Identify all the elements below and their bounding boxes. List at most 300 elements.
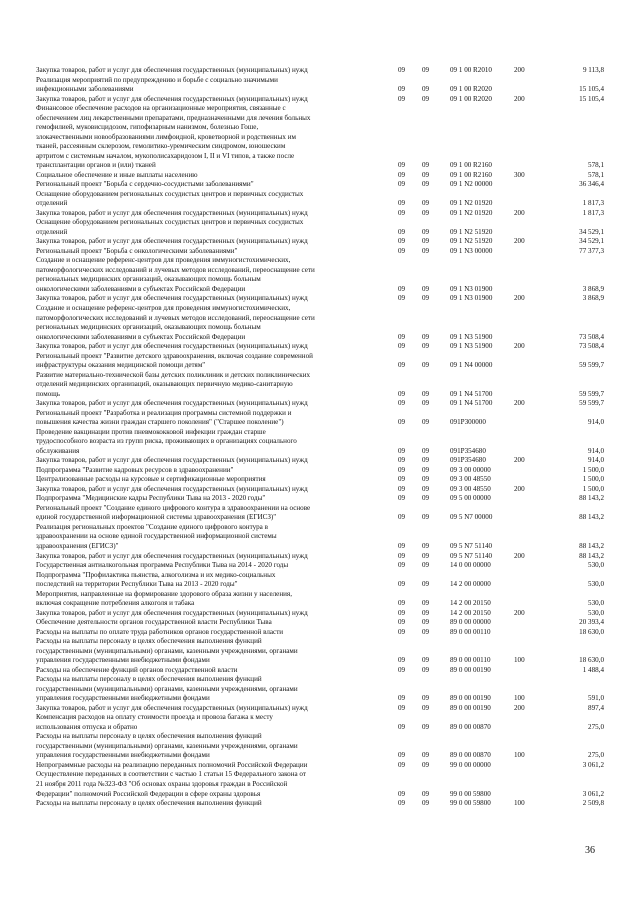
table-row <box>0 494 640 502</box>
table-row <box>0 152 640 160</box>
row-description: региональных медицинских организаций, оказывающих помощь больным <box>36 323 261 332</box>
row-amount: 3 061,2 <box>582 760 604 769</box>
row-description: управления государственными внебюджетными фондами <box>36 656 210 665</box>
row-target-article: 89 0 00 00110 <box>450 627 491 636</box>
row-description: Региональный проект "Создание единого цифрового контура в здравоохранении на основе <box>36 503 311 512</box>
row-subsection-code: 09 <box>422 237 430 246</box>
row-section-code: 09 <box>398 418 406 427</box>
row-description: единой государственной информационной системы здравоохранения (ЕГИСЗ)" <box>36 513 277 522</box>
row-subsection-code: 09 <box>422 799 430 808</box>
row-subsection-code: 09 <box>422 703 430 712</box>
row-description: Оснащение оборудованием региональных сосудистых центров и первичных сосудистых <box>36 189 304 198</box>
row-subsection-code: 09 <box>422 494 430 503</box>
row-target-article: 89 0 00 00000 <box>450 618 491 627</box>
row-description: последствий на территории Республики Тыва на 2013 - 2020 годы" <box>36 580 238 589</box>
row-description: трудоспособного возраста из групп риска, проживающих в организациях социального <box>36 437 297 446</box>
row-description: Региональный проект "Борьба с сердечно-сосудистыми заболеваниями" <box>36 180 254 189</box>
row-description: отделений <box>36 227 68 236</box>
row-description: онкологическими заболеваниями в субъектах Российской Федерации <box>36 284 246 293</box>
row-amount: 1 488,4 <box>582 665 604 674</box>
row-section-code: 09 <box>398 513 406 522</box>
row-section-code: 09 <box>398 199 406 208</box>
row-expense-type: 200 <box>514 294 525 303</box>
row-section-code: 09 <box>398 237 406 246</box>
row-amount: 530,0 <box>588 561 604 570</box>
row-section-code: 09 <box>398 599 406 608</box>
row-description: Закупка товаров, работ и услуг для обеспечения государственных (муниципальных) нужд <box>36 208 308 217</box>
row-section-code: 09 <box>398 580 406 589</box>
row-description: 21 ноября 2011 года №323-ФЗ "Об основах охраны здоровья граждан в Российской <box>36 780 288 788</box>
row-subsection-code: 09 <box>422 342 430 351</box>
row-description: Закупка товаров, работ и услуг для обеспечения государственных (муниципальных) нужд <box>36 456 308 465</box>
table-row <box>0 580 640 588</box>
table-row <box>0 732 640 740</box>
table-row <box>0 552 640 560</box>
row-target-article: 09 1 00 R2160 <box>450 161 492 170</box>
row-subsection-code: 09 <box>422 561 430 570</box>
table-row <box>0 142 640 150</box>
row-amount: 1 500,0 <box>582 484 604 493</box>
table-row <box>0 437 640 445</box>
row-description: Социальное обеспечение и иные выплаты населению <box>36 170 198 179</box>
table-row <box>0 342 640 350</box>
row-description: государственными (муниципальными) органами, казенными учреждениями, органами <box>36 684 298 693</box>
row-description: обслуживания <box>36 446 80 455</box>
row-amount: 578,1 <box>588 161 604 170</box>
row-description: Развитие материально-технической базы детских поликлиник и детских поликлинических <box>36 370 311 379</box>
table-row <box>0 275 640 283</box>
row-description: Закупка товаров, работ и услуг для обеспечения государственных (муниципальных) нужд <box>36 342 308 351</box>
row-subsection-code: 09 <box>422 85 430 94</box>
row-description: Закупка товаров, работ и услуг для обеспечения государственных (муниципальных) нужд <box>36 294 308 303</box>
table-row <box>0 409 640 417</box>
row-amount: 77 377,3 <box>579 246 604 255</box>
table-row <box>0 352 640 360</box>
row-section-code: 09 <box>398 703 406 712</box>
row-amount: 59 599,7 <box>579 361 604 370</box>
row-section-code: 09 <box>398 760 406 769</box>
row-section-code: 09 <box>398 361 406 370</box>
row-section-code: 09 <box>398 170 406 179</box>
row-target-article: 091P300000 <box>450 418 486 427</box>
row-section-code: 09 <box>398 561 406 570</box>
table-row <box>0 542 640 550</box>
row-subsection-code: 09 <box>422 551 430 560</box>
row-description: Расходы на выплаты персоналу в целях обеспечения выполнения функций <box>36 675 262 684</box>
table-row <box>0 333 640 341</box>
table-row <box>0 751 640 759</box>
row-description: Компенсация расходов на оплату стоимости проезда и провоза багажа к месту <box>36 713 273 722</box>
row-description: Создание и оснащение референс-центров для проведения иммуногистохимических, <box>36 304 291 312</box>
table-row <box>0 228 640 236</box>
table-row <box>0 133 640 141</box>
row-expense-type: 200 <box>514 456 525 465</box>
row-description: Создание и оснащение референс-центров для проведения иммуногистохимических, <box>36 256 291 265</box>
row-target-article: 09 1 N2 00000 <box>450 180 493 189</box>
row-subsection-code: 09 <box>422 66 430 74</box>
row-expense-type: 100 <box>514 694 525 703</box>
row-description: использования отпуска и обратно <box>36 722 138 731</box>
row-amount: 275,0 <box>588 722 604 731</box>
row-description: управления государственными внебюджетными фондами <box>36 694 210 703</box>
row-target-article: 14 0 00 00000 <box>450 561 491 570</box>
row-target-article: 09 1 N3 51900 <box>450 332 493 341</box>
table-row <box>0 314 640 322</box>
row-amount: 18 630,0 <box>579 656 604 665</box>
row-subsection-code: 09 <box>422 332 430 341</box>
row-section-code: 09 <box>398 446 406 455</box>
row-expense-type: 200 <box>514 484 525 493</box>
table-row <box>0 637 640 645</box>
row-amount: 15 105,4 <box>579 94 604 103</box>
table-row <box>0 247 640 255</box>
row-description: Закупка товаров, работ и услуг для обеспечения государственных (муниципальных) нужд <box>36 608 308 617</box>
row-target-article: 09 5 N7 00000 <box>450 513 493 522</box>
table-row <box>0 161 640 169</box>
row-section-code: 09 <box>398 389 406 398</box>
row-amount: 73 508,4 <box>579 342 604 351</box>
row-description: отделений <box>36 199 68 208</box>
table-row <box>0 685 640 693</box>
row-section-code: 09 <box>398 799 406 808</box>
row-description: трансплантации органов и (или) тканей <box>36 161 156 170</box>
row-expense-type: 200 <box>514 208 525 217</box>
row-description: Закупка товаров, работ и услуг для обеспечения государственных (муниципальных) нужд <box>36 66 308 74</box>
row-section-code: 09 <box>398 284 406 293</box>
row-expense-type: 100 <box>514 751 525 760</box>
row-target-article: 89 0 00 00110 <box>450 656 491 665</box>
table-row <box>0 590 640 598</box>
page-number: 36 <box>585 845 595 856</box>
row-subsection-code: 09 <box>422 199 430 208</box>
row-section-code: 09 <box>398 94 406 103</box>
row-subsection-code: 09 <box>422 580 430 589</box>
row-subsection-code: 09 <box>422 294 430 303</box>
row-expense-type: 200 <box>514 551 525 560</box>
row-subsection-code: 09 <box>422 722 430 731</box>
table-row <box>0 104 640 112</box>
table-row <box>0 523 640 531</box>
row-section-code: 09 <box>398 294 406 303</box>
row-amount: 1 817,3 <box>582 208 604 217</box>
row-amount: 15 105,4 <box>579 85 604 94</box>
row-amount: 88 143,2 <box>579 542 604 550</box>
table-row <box>0 209 640 217</box>
row-subsection-code: 09 <box>422 475 430 484</box>
row-subsection-code: 09 <box>422 180 430 189</box>
row-subsection-code: 09 <box>422 465 430 474</box>
row-amount: 9 113,8 <box>582 66 604 74</box>
row-target-article: 09 1 00 R2160 <box>450 170 492 179</box>
table-row <box>0 456 640 464</box>
table-row <box>0 790 640 798</box>
row-description: отделений медицинских организаций, оказывающих первичную медико-санитарную <box>36 380 293 389</box>
row-subsection-code: 09 <box>422 227 430 236</box>
row-section-code: 09 <box>398 618 406 627</box>
row-subsection-code: 09 <box>422 361 430 370</box>
row-target-article: 99 0 00 00000 <box>450 760 491 769</box>
row-amount: 530,0 <box>588 599 604 608</box>
row-amount: 36 346,4 <box>579 180 604 189</box>
row-amount: 3 061,2 <box>582 789 604 798</box>
table-row <box>0 628 640 636</box>
row-amount: 88 143,2 <box>579 513 604 522</box>
row-subsection-code: 09 <box>422 656 430 665</box>
table-row <box>0 656 640 664</box>
row-section-code: 09 <box>398 484 406 493</box>
table-row <box>0 609 640 617</box>
row-description: инфекционными заболеваниями <box>36 85 134 94</box>
row-description: Оснащение оборудованием региональных сосудистых центров и первичных сосудистых <box>36 218 304 227</box>
row-subsection-code: 09 <box>422 161 430 170</box>
table-row <box>0 123 640 131</box>
table-row <box>0 447 640 455</box>
row-target-article: 14 2 00 00000 <box>450 580 491 589</box>
row-target-article: 09 1 N3 01900 <box>450 284 493 293</box>
table-row <box>0 675 640 683</box>
row-subsection-code: 09 <box>422 399 430 408</box>
row-amount: 88 143,2 <box>579 494 604 503</box>
row-target-article: 09 1 N4 00000 <box>450 361 493 370</box>
row-target-article: 091P354680 <box>450 456 486 465</box>
row-description: онкологическими заболеваниями в субъектах Российской Федерации <box>36 332 246 341</box>
table-row <box>0 666 640 674</box>
row-section-code: 09 <box>398 180 406 189</box>
row-target-article: 09 1 N3 51900 <box>450 342 493 351</box>
table-row <box>0 285 640 293</box>
row-subsection-code: 09 <box>422 513 430 522</box>
row-description: повышения качества жизни граждан старшего поколения" ("Старшее поколение") <box>36 418 284 427</box>
row-description: злокачественными новообразованиями лимфоидной, кроветворной и родственных им <box>36 132 296 141</box>
row-description: здравоохранения (ЕГИСЗ)" <box>36 542 119 550</box>
row-description: помощь <box>36 389 60 398</box>
row-amount: 275,0 <box>588 751 604 760</box>
row-target-article: 09 1 N2 01920 <box>450 199 493 208</box>
row-target-article: 09 1 N2 51920 <box>450 237 493 246</box>
row-section-code: 09 <box>398 208 406 217</box>
row-expense-type: 300 <box>514 170 525 179</box>
row-subsection-code: 09 <box>422 284 430 293</box>
row-target-article: 89 0 00 00190 <box>450 665 491 674</box>
row-subsection-code: 09 <box>422 389 430 398</box>
row-amount: 1 500,0 <box>582 465 604 474</box>
row-subsection-code: 09 <box>422 418 430 427</box>
table-row <box>0 618 640 626</box>
table-row <box>0 266 640 274</box>
row-amount: 2 509,8 <box>582 799 604 808</box>
row-description: управления государственными внебюджетными фондами <box>36 751 210 760</box>
row-target-article: 09 5 N7 51140 <box>450 542 493 550</box>
row-description: Расходы на выплаты по оплате труда работников органов государственной власти <box>36 627 284 636</box>
table-row <box>0 256 640 264</box>
row-subsection-code: 09 <box>422 170 430 179</box>
row-subsection-code: 09 <box>422 751 430 760</box>
row-section-code: 09 <box>398 465 406 474</box>
row-target-article: 89 0 00 00190 <box>450 694 491 703</box>
row-description: Расходы на выплаты персоналу в целях обеспечения выполнения функций <box>36 732 262 741</box>
row-subsection-code: 09 <box>422 208 430 217</box>
row-amount: 3 868,9 <box>582 294 604 303</box>
row-amount: 530,0 <box>588 608 604 617</box>
row-expense-type: 200 <box>514 399 525 408</box>
row-section-code: 09 <box>398 551 406 560</box>
row-section-code: 09 <box>398 751 406 760</box>
row-description: Осуществление переданных в соответствии с частью 1 статьи 15 Федерального закона от <box>36 770 306 779</box>
table-row <box>0 428 640 436</box>
row-description: патоморфологических исследований и лучевых методов исследований, переоснащение сети <box>36 313 315 322</box>
row-section-code: 09 <box>398 608 406 617</box>
row-target-article: 09 3 00 48550 <box>450 484 491 493</box>
row-description: Региональный проект "Борьба с онкологическими заболеваниями" <box>36 246 238 255</box>
row-target-article: 99 0 00 59800 <box>450 799 491 808</box>
row-target-article: 89 0 00 00190 <box>450 703 491 712</box>
table-row <box>0 237 640 245</box>
table-row <box>0 770 640 778</box>
row-description: Закупка товаров, работ и услуг для обеспечения государственных (муниципальных) нужд <box>36 484 308 493</box>
row-target-article: 09 1 00 R2020 <box>450 94 492 103</box>
table-row <box>0 475 640 483</box>
row-expense-type: 100 <box>514 656 525 665</box>
row-target-article: 09 1 N3 01900 <box>450 294 493 303</box>
row-target-article: 09 1 N4 51700 <box>450 399 493 408</box>
row-subsection-code: 09 <box>422 599 430 608</box>
row-section-code: 09 <box>398 161 406 170</box>
table-row <box>0 704 640 712</box>
row-subsection-code: 09 <box>422 760 430 769</box>
row-subsection-code: 09 <box>422 627 430 636</box>
table-row <box>0 694 640 702</box>
row-description: артритом с системным началом, мукополисахаридозом I, II и VI типов, а также после <box>36 151 295 160</box>
table-row <box>0 114 640 122</box>
row-amount: 914,0 <box>588 418 604 427</box>
row-description: Подпрограмма "Медицинские кадры Республики Тыва на 2013 - 2020 годы" <box>36 494 266 503</box>
table-row <box>0 561 640 569</box>
row-target-article: 09 1 N4 51700 <box>450 389 493 398</box>
table-row <box>0 723 640 731</box>
row-description: тканей, рассеянным склерозом, гемолитико-уремическим синдромом, юношеским <box>36 142 286 151</box>
row-section-code: 09 <box>398 542 406 550</box>
table-row <box>0 571 640 579</box>
table-row <box>0 485 640 493</box>
table-row <box>0 713 640 721</box>
row-description: Государственная антиалкогольная программа Республики Тыва на 2014 - 2020 годы <box>36 561 289 570</box>
table-row <box>0 371 640 379</box>
row-description: инфраструктуры оказания медицинской помощи детям" <box>36 361 206 370</box>
row-amount: 3 868,9 <box>582 284 604 293</box>
row-section-code: 09 <box>398 399 406 408</box>
row-description: Региональный проект "Развитие детского здравоохранения, включая создание современной <box>36 351 313 360</box>
row-description: Подпрограмма "Профилактика пьянства, алкоголизма и их медико-социальных <box>36 570 276 579</box>
row-amount: 73 508,4 <box>579 332 604 341</box>
row-section-code: 09 <box>398 475 406 484</box>
table-row <box>0 323 640 331</box>
row-target-article: 09 1 N3 00000 <box>450 246 493 255</box>
row-subsection-code: 09 <box>422 618 430 627</box>
row-description: патоморфологических исследований и лучевых методов исследований, переоснащение сети <box>36 265 315 274</box>
row-description: включая сокращение потребления алкоголя и табака <box>36 599 195 608</box>
table-row <box>0 180 640 188</box>
table-row <box>0 76 640 84</box>
row-description: государственными (муниципальными) органами, казенными учреждениями, органами <box>36 741 298 750</box>
row-expense-type: 200 <box>514 237 525 246</box>
row-description: Финансовое обеспечение расходов на организационные мероприятия, связанные с <box>36 104 286 113</box>
row-section-code: 09 <box>398 246 406 255</box>
row-description: Расходы на обеспечение функций органов государственной власти <box>36 665 238 674</box>
row-amount: 530,0 <box>588 580 604 589</box>
row-amount: 34 529,1 <box>579 237 604 246</box>
row-description: здравоохранении на основе единой государственной информационной системы <box>36 532 277 541</box>
row-expense-type: 200 <box>514 703 525 712</box>
table-row <box>0 390 640 398</box>
row-amount: 20 393,4 <box>579 618 604 627</box>
row-description: Закупка товаров, работ и услуг для обеспечения государственных (муниципальных) нужд <box>36 237 308 246</box>
row-target-article: 14 2 00 20150 <box>450 599 491 608</box>
table-row <box>0 504 640 512</box>
row-section-code: 09 <box>398 656 406 665</box>
row-description: Обеспечение деятельности органов государственной власти Республики Тыва <box>36 618 272 627</box>
row-subsection-code: 09 <box>422 484 430 493</box>
row-expense-type: 200 <box>514 66 525 74</box>
row-amount: 34 529,1 <box>579 227 604 236</box>
table-row <box>0 190 640 198</box>
row-target-article: 09 3 00 00000 <box>450 465 491 474</box>
table-row <box>0 380 640 388</box>
row-section-code: 09 <box>398 722 406 731</box>
table-row <box>0 647 640 655</box>
row-description: Региональный проект "Разработка и реализация программы системной поддержки и <box>36 408 292 417</box>
row-description: Проведение вакцинации против пневмококковой инфекции граждан старше <box>36 427 266 436</box>
row-description: Непрограммные расходы на реализацию переданных полномочий Российской Федерации <box>36 760 308 769</box>
row-expense-type: 200 <box>514 94 525 103</box>
row-amount: 1 500,0 <box>582 475 604 484</box>
row-target-article: 09 5 N7 51140 <box>450 551 493 560</box>
row-section-code: 09 <box>398 342 406 351</box>
row-section-code: 09 <box>398 665 406 674</box>
row-subsection-code: 09 <box>422 246 430 255</box>
table-row <box>0 761 640 769</box>
row-subsection-code: 09 <box>422 789 430 798</box>
row-description: Мероприятия, направленные на формирование здорового образа жизни у населения, <box>36 589 292 598</box>
row-description: Реализация мероприятий по предупреждению и борьбе с социально значимыми <box>36 75 278 84</box>
row-description: Федерации" полномочий Российской Федерации в сфере охраны здоровья <box>36 789 261 798</box>
row-amount: 914,0 <box>588 446 604 455</box>
row-subsection-code: 09 <box>422 456 430 465</box>
row-expense-type: 200 <box>514 342 525 351</box>
table-row <box>0 361 640 369</box>
row-target-article: 89 0 00 00870 <box>450 751 491 760</box>
row-amount: 914,0 <box>588 456 604 465</box>
row-subsection-code: 09 <box>422 665 430 674</box>
table-row <box>0 294 640 302</box>
row-section-code: 09 <box>398 85 406 94</box>
table-row <box>0 532 640 540</box>
table-row <box>0 418 640 426</box>
table-row <box>0 66 640 74</box>
row-target-article: 99 0 00 59800 <box>450 789 491 798</box>
row-expense-type: 200 <box>514 608 525 617</box>
row-description: государственными (муниципальными) органами, казенными учреждениями, органами <box>36 646 298 655</box>
table-row <box>0 199 640 207</box>
row-description: обеспечением лиц лекарственными препаратами, предназначенными для лечения больных <box>36 113 311 122</box>
row-amount: 88 143,2 <box>579 551 604 560</box>
row-subsection-code: 09 <box>422 694 430 703</box>
row-subsection-code: 09 <box>422 446 430 455</box>
row-section-code: 09 <box>398 227 406 236</box>
row-description: Закупка товаров, работ и услуг для обеспечения государственных (муниципальных) нужд <box>36 94 308 103</box>
row-description: региональных медицинских организаций, оказывающих помощь больным <box>36 275 261 284</box>
table-row <box>0 304 640 312</box>
table-row <box>0 95 640 103</box>
